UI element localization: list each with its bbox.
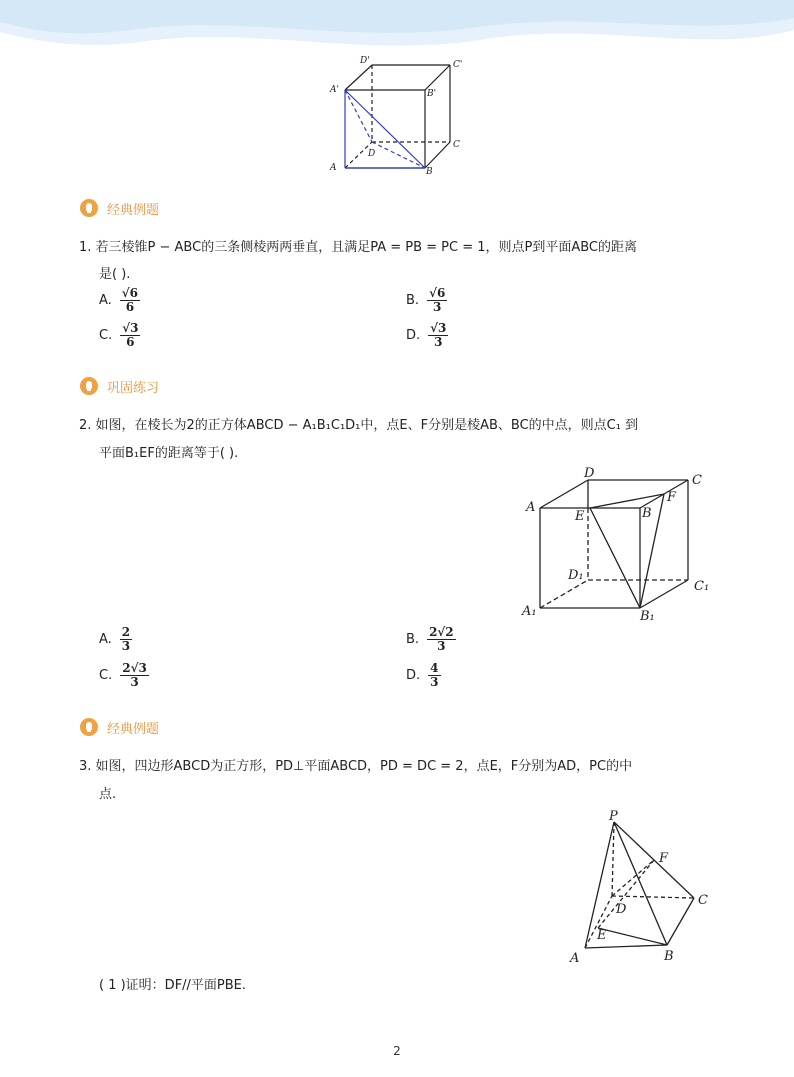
question-1-text: 1. 若三棱锥P − ABC的三条侧棱两两垂直，且满足PA = PB = PC = 1，则点P到平面ABC的距离	[79, 240, 638, 255]
q1-option-d: D. $\frac{√3}{3}$	[406, 321, 447, 349]
q2-option-b: B. $\frac{2√2}{3}$	[406, 625, 454, 653]
section-header-examples-2	[80, 717, 159, 737]
cube-figure-1	[325, 55, 470, 180]
fig3-label-d: D	[616, 902, 627, 917]
fig1-label-d1: D'	[360, 56, 370, 66]
fig1-label-d: D	[368, 149, 376, 159]
q2-option-d: D. $\frac{4}{3}$	[406, 661, 439, 689]
section-title: 经典例题	[107, 202, 160, 218]
fig1-label-c1: C'	[453, 60, 463, 70]
section-title: 经典例题	[107, 721, 160, 737]
section-header-examples	[80, 198, 159, 218]
fig2-label-a1: A₁	[522, 604, 537, 619]
question-2-text-cont: 平面B₁EF的距离等于( ).	[99, 446, 239, 461]
q1-option-a: A. $\frac{√6}{6}$	[99, 286, 139, 314]
lightbulb-icon	[80, 377, 98, 395]
question-3-text: 3. 如图，四边形ABCD为正方形，PD⊥平面ABCD，PD = DC = 2，点E，F分别为AD，PC的中	[79, 759, 633, 774]
q1-option-b: B. $\frac{√6}{3}$	[406, 286, 446, 314]
cube-figure-2	[518, 462, 713, 624]
lightbulb-icon	[80, 199, 98, 217]
fig2-label-d: D	[584, 466, 595, 481]
section-header-practice	[80, 376, 159, 396]
fig2-label-c: C	[692, 473, 702, 488]
question-3-part-1: ( 1 )证明：DF//平面PBE.	[99, 978, 247, 993]
fig3-label-p: P	[609, 809, 618, 824]
q2-option-a: A. $\frac{2}{3}$	[99, 625, 131, 653]
fig2-label-f: F	[667, 490, 677, 505]
fig3-label-e: E	[597, 928, 607, 943]
question-1-text-cont: 是( ).	[99, 267, 131, 282]
fig2-label-b1: B₁	[640, 609, 655, 624]
fig1-label-b1: B'	[427, 89, 437, 99]
fig3-label-f: F	[659, 851, 669, 866]
pyramid-figure	[565, 805, 715, 967]
question-3-text-cont: 点.	[99, 787, 117, 802]
fig3-label-b: B	[664, 949, 674, 964]
fig2-label-c1: C₁	[694, 579, 710, 594]
fig3-label-a: A	[570, 951, 580, 966]
fig1-label-b: B	[426, 167, 433, 177]
question-2-text: 2. 如图，在棱长为2的正方体ABCD − A₁B₁C₁D₁中，点E、F分别是棱AB、BC的中点，则点C₁ 到	[79, 418, 639, 433]
header-wave-decoration	[0, 0, 794, 60]
fig2-label-d1: D₁	[568, 568, 584, 583]
fig2-label-a: A	[526, 500, 536, 515]
fig2-label-b: B	[642, 506, 652, 521]
section-title: 巩固练习	[107, 380, 160, 396]
fig1-label-a1: A'	[330, 85, 339, 95]
fig1-label-c: C	[453, 140, 460, 150]
fig3-label-c: C	[698, 893, 708, 908]
q2-option-c: C. $\frac{2√3}{3}$	[99, 661, 147, 689]
fig2-label-e: E	[575, 509, 585, 524]
lightbulb-icon	[80, 718, 98, 736]
fig1-label-a: A	[330, 163, 337, 173]
page-number: 2	[393, 1044, 401, 1058]
q1-option-c: C. $\frac{√3}{6}$	[99, 321, 139, 349]
